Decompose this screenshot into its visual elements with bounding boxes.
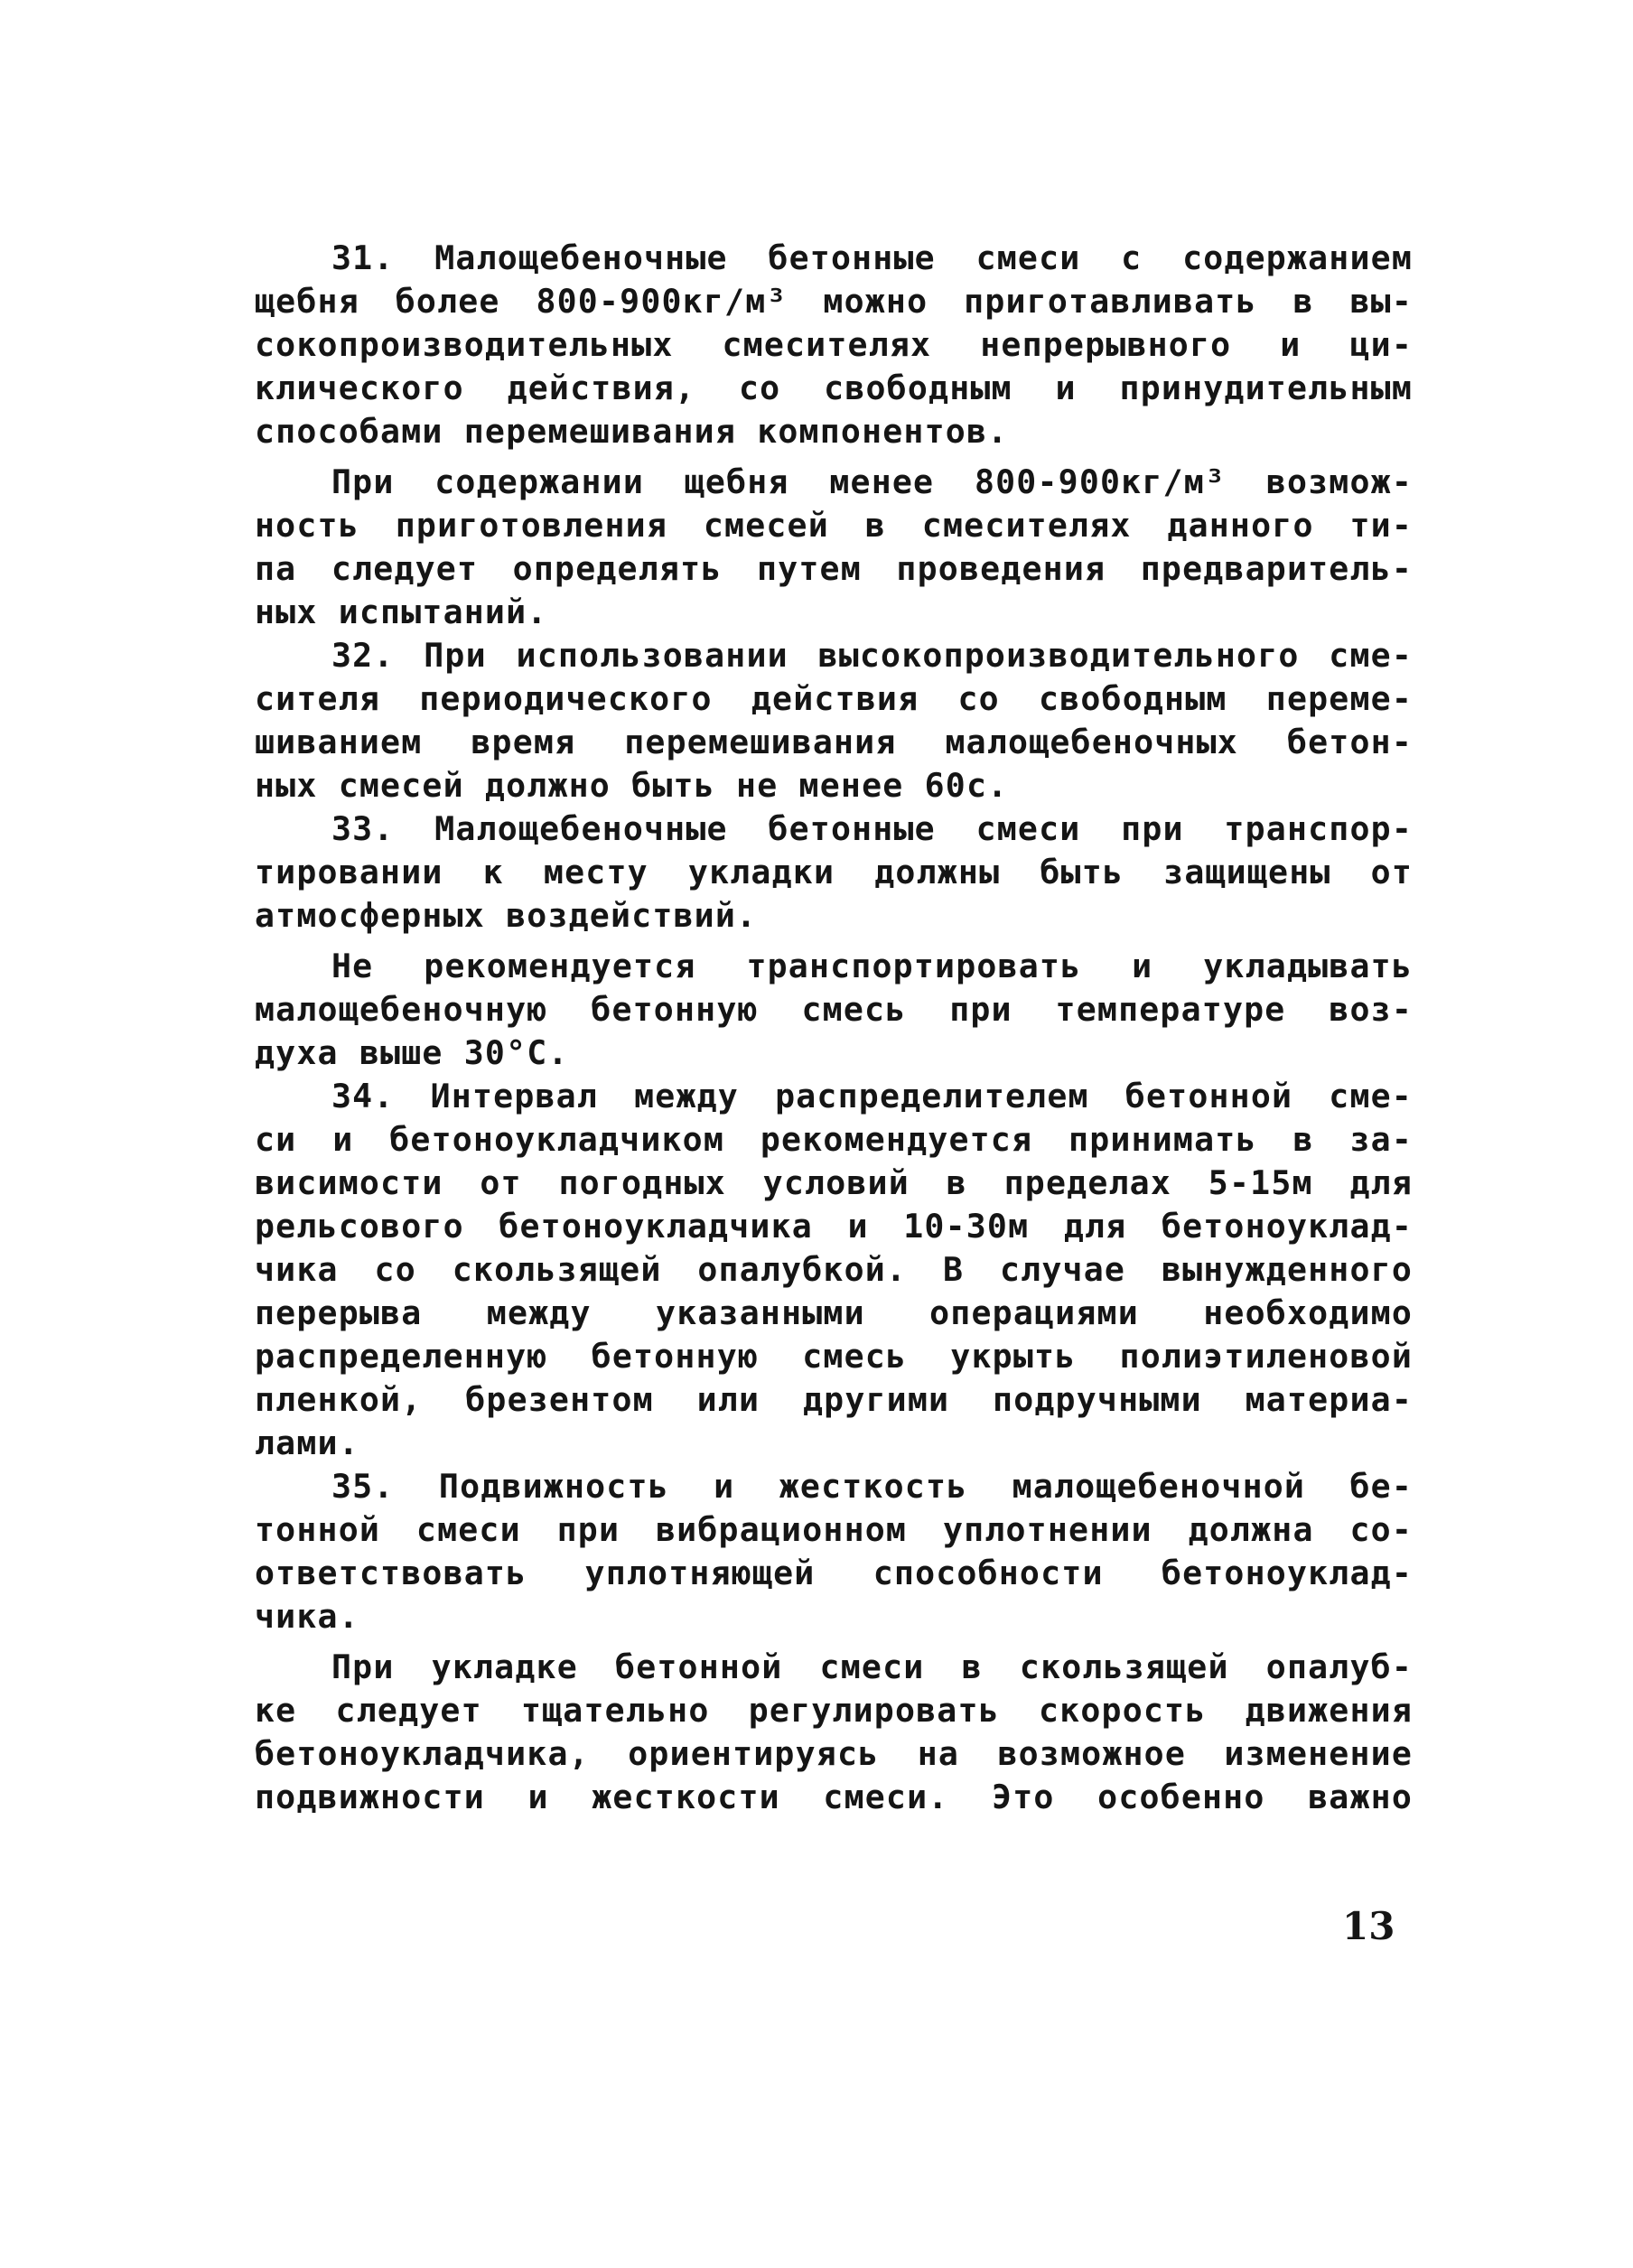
text-line: ных смесей должно быть не менее 60с. [255,766,1009,805]
text-line: способами перемешивания компонентов. [255,412,1009,451]
text-line: клического действия, со свободным и принудительным [255,369,1413,407]
text-line: 35. Подвижность и жесткость малощебеночной бе- [331,1467,1413,1506]
text-line: ных испытаний. [255,593,548,631]
text-line: лами. [255,1423,359,1462]
text-line: 34. Интервал между распределителем бетонной сме- [331,1077,1413,1115]
text-line: подвижности и жесткости смеси. Это особенно важно [255,1778,1413,1816]
text-line: ответствовать уплотняющей способности бетоноуклад- [255,1554,1413,1592]
text-line: ность приготовления смесей в смесителях данного ти- [255,506,1413,545]
text-line: ке следует тщательно регулировать скорость движения [255,1691,1413,1730]
text-line: пленкой, брезентом или другими подручными материа- [255,1380,1413,1419]
text-line: При содержании щебня менее 800-900кг/м³ возмож- [331,462,1413,501]
text-line: перерыва между указанными операциями необходимо [255,1293,1413,1332]
text-line: духа выше 30°С. [255,1033,569,1072]
text-line: рельсового бетоноукладчика и 10-30м для бетоноуклад- [255,1207,1413,1246]
text-line: висимости от погодных условий в пределах 5-15м для [255,1163,1413,1202]
text-line: малощебеночную бетонную смесь при температуре воз- [255,990,1413,1029]
text-line: атмосферных воздействий. [255,896,758,935]
text-line: Не рекомендуется транспортировать и укладывать [331,947,1413,985]
text-line: 32. При использовании высокопроизводительного сме- [331,636,1413,675]
text-line: При укладке бетонной смеси в скользящей опалуб- [331,1647,1413,1686]
text-line: сокопроизводительных смесителях непрерывного и ци- [255,325,1413,364]
text-line: бетоноукладчика, ориентируясь на возможное изменение [255,1734,1413,1773]
text-line: си и бетоноукладчиком рекомендуется принимать в за- [255,1120,1413,1159]
text-line: чика со скользящей опалубкой. В случае вынужденного [255,1250,1413,1289]
text-line: 31. Малощебеночные бетонные смеси с содержанием [331,238,1413,277]
text-line: тировании к месту укладки должны быть защищены от [255,853,1413,891]
text-line: чика. [255,1597,359,1636]
page-number: 13 [1342,1904,1395,1948]
text-line: щебня более 800-900кг/м³ можно приготавливать в вы- [255,282,1413,321]
text-line: распределенную бетонную смесь укрыть полиэтиленовой [255,1337,1413,1376]
text-line: тонной смеси при вибрационном уплотнении должна со- [255,1510,1413,1549]
text-line: па следует определять путем проведения предваритель- [255,549,1413,588]
body-text [255,237,1413,1819]
text-line: шиванием время перемешивания малощебеночных бетон- [255,723,1413,761]
text-line: сителя периодического действия со свободным переме- [255,679,1413,718]
text-line: 33. Малощебеночные бетонные смеси при транспор- [331,809,1413,848]
